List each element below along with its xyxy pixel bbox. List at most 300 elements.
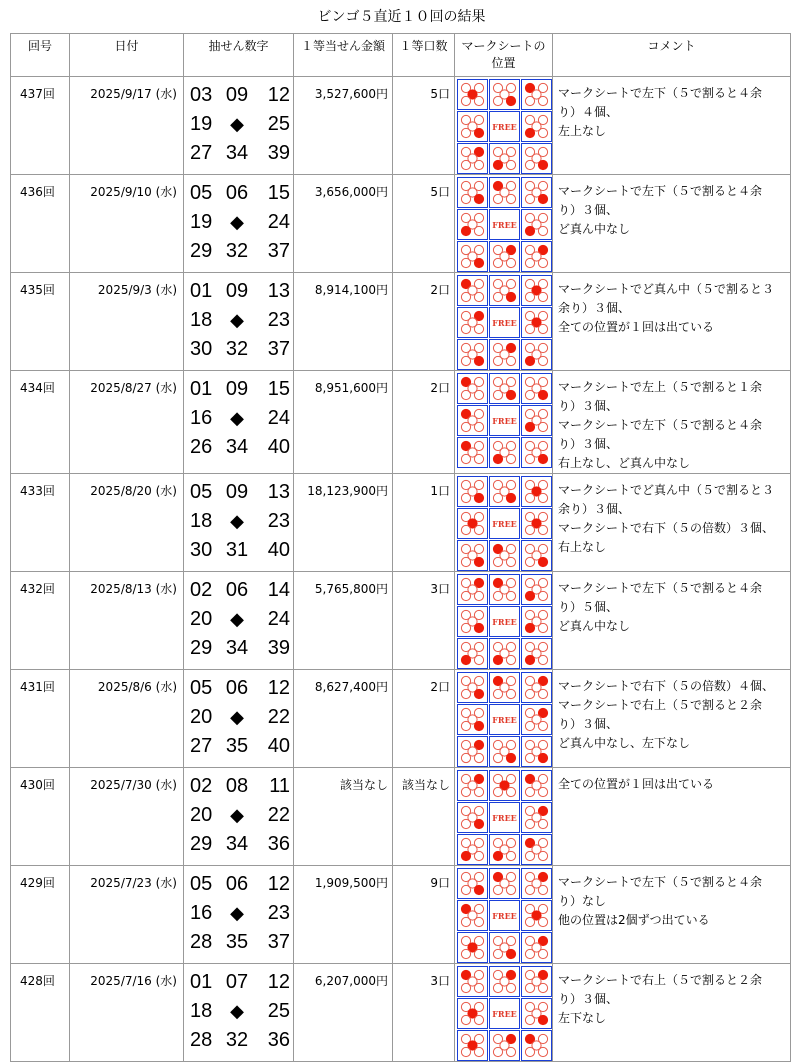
empty-circle [493, 1047, 502, 1056]
empty-circle [474, 422, 483, 431]
drawn-number: 05 [190, 677, 213, 699]
marksheet-circles-icon [522, 999, 551, 1028]
drawn-number: 40 [267, 539, 290, 561]
drawn-number: 16 [190, 902, 213, 924]
empty-circle [474, 949, 483, 958]
marksheet-box [457, 405, 488, 436]
empty-circle [461, 390, 470, 399]
prize-cell: 該当なし [294, 768, 393, 866]
marksheet-box [457, 508, 488, 539]
free-cell: FREE [489, 606, 520, 637]
free-cell: FREE [489, 704, 520, 735]
marksheet-box [521, 437, 552, 468]
number-line [190, 110, 293, 139]
empty-circle [525, 949, 534, 958]
number-line [190, 179, 293, 208]
marksheet-box [521, 834, 552, 865]
empty-circle [474, 655, 483, 664]
marksheet-box [521, 111, 552, 142]
empty-circle [538, 493, 547, 502]
drawn-number: 14 [267, 579, 290, 601]
marksheet-cell [455, 474, 553, 572]
empty-circle [525, 390, 534, 399]
marksheet-circles-icon [522, 1031, 551, 1060]
marksheet-circles-icon [458, 80, 487, 109]
comment-line: マークシートで左下（５で割ると４余 [558, 875, 763, 889]
drawn-number: 35 [225, 735, 249, 757]
comment-cell [553, 175, 791, 273]
table-row [11, 572, 791, 670]
center-diamond: ◆ [230, 114, 244, 134]
mark-dot [461, 226, 470, 235]
comment-line: り）３個、 [558, 203, 619, 217]
marksheet-grid [457, 868, 552, 963]
empty-circle [538, 525, 547, 534]
marksheet-circles-icon [522, 276, 551, 305]
marksheet-circles-icon [522, 673, 551, 702]
marksheet-cell [455, 273, 553, 371]
empty-circle [493, 493, 502, 502]
marksheet-box [521, 339, 552, 370]
marksheet-box [489, 177, 520, 208]
empty-circle [538, 258, 547, 267]
marksheet-box [521, 508, 552, 539]
date-cell: 2025/9/3 (水) [70, 273, 184, 371]
units-cell: 2口 [393, 670, 455, 768]
marksheet-circles-icon [490, 835, 519, 864]
marksheet-box [521, 143, 552, 174]
marksheet-box [521, 209, 552, 240]
date-cell: 2025/9/17 (水) [70, 77, 184, 175]
drawn-number: 01 [190, 971, 213, 993]
comment-line: 余り）３個、 [558, 502, 631, 516]
comment-cell [553, 474, 791, 572]
mark-dot [493, 160, 502, 169]
empty-circle [493, 983, 502, 992]
drawn-number: 09 [225, 481, 249, 503]
empty-circle [525, 292, 534, 301]
numbers-cell [184, 273, 294, 371]
comment-line: マークシートで右下（５の倍数）４個、 [558, 679, 775, 693]
number-line [190, 536, 293, 565]
marksheet-grid [457, 966, 552, 1061]
marksheet-box [457, 966, 488, 997]
marksheet-circles-icon [522, 737, 551, 766]
empty-circle [474, 983, 483, 992]
empty-circle [493, 885, 502, 894]
drawn-number: 18 [190, 510, 213, 532]
center-diamond: ◆ [230, 408, 244, 428]
units-cell: 1口 [393, 474, 455, 572]
empty-circle [474, 917, 483, 926]
marksheet-box [521, 900, 552, 931]
empty-circle [461, 917, 470, 926]
empty-circle [474, 226, 483, 235]
comment-line: り）３個、 [558, 992, 619, 1006]
marksheet-circles-icon [490, 276, 519, 305]
mark-dot [474, 128, 483, 137]
empty-circle [461, 949, 470, 958]
number-line [190, 478, 293, 507]
empty-circle [525, 819, 534, 828]
marksheet-circles-icon [522, 771, 551, 800]
drawn-number: 31 [225, 539, 249, 561]
marksheet-box [457, 606, 488, 637]
numbers-cell [184, 670, 294, 768]
empty-circle [538, 949, 547, 958]
prize-cell: 1,909,500円 [294, 866, 393, 964]
mark-dot [538, 390, 547, 399]
marksheet-box [489, 373, 520, 404]
units-cell: 3口 [393, 964, 455, 1062]
mark-dot [474, 623, 483, 632]
marksheet-box [457, 540, 488, 571]
drawn-number: 08 [225, 775, 249, 797]
date-cell: 2025/7/30 (水) [70, 768, 184, 866]
marksheet-circles-icon [458, 803, 487, 832]
marksheet-box [457, 241, 488, 272]
empty-circle [493, 356, 502, 365]
drawn-number: 25 [267, 1000, 290, 1022]
marksheet-box [489, 736, 520, 767]
center-diamond: ◆ [230, 511, 244, 531]
marksheet-circles-icon [458, 438, 487, 467]
marksheet-circles-icon [490, 242, 519, 271]
number-line [190, 703, 293, 732]
marksheet-circles-icon [490, 374, 519, 403]
prize-cell: 3,527,600円 [294, 77, 393, 175]
comment-line: マークシートでど真ん中（５で割ると３ [558, 282, 775, 296]
empty-circle [506, 591, 515, 600]
marksheet-circles-icon [522, 308, 551, 337]
marksheet-box [489, 540, 520, 571]
marksheet-circles-icon [490, 673, 519, 702]
empty-circle [538, 787, 547, 796]
drawn-number: 32 [225, 338, 249, 360]
marksheet-circles-icon [458, 374, 487, 403]
number-line [190, 997, 293, 1026]
empty-circle [493, 194, 502, 203]
mark-dot [493, 454, 502, 463]
drawn-number: 18 [190, 1000, 213, 1022]
page-title: ビンゴ５直近１０回の結果 [317, 9, 486, 25]
marksheet-box [457, 143, 488, 174]
number-line [190, 1026, 293, 1055]
number-line [190, 870, 293, 899]
empty-circle [538, 128, 547, 137]
marksheet-circles-icon [522, 933, 551, 962]
empty-circle [525, 324, 534, 333]
marksheet-circles-icon [522, 144, 551, 173]
drawn-number: 12 [267, 84, 290, 106]
results-table [10, 33, 791, 1062]
empty-circle [538, 721, 547, 730]
empty-circle [493, 787, 502, 796]
marksheet-box [457, 868, 488, 899]
mark-dot [525, 422, 534, 431]
empty-circle [474, 851, 483, 860]
results-body [11, 77, 791, 1062]
prize-cell: 5,765,800円 [294, 572, 393, 670]
drawn-number: 09 [225, 378, 249, 400]
empty-circle [525, 885, 534, 894]
marksheet-grid [457, 672, 552, 767]
marksheet-box [489, 143, 520, 174]
drawn-number: 11 [269, 775, 290, 797]
empty-circle [493, 949, 502, 958]
empty-circle [461, 128, 470, 137]
marksheet-box [489, 966, 520, 997]
empty-circle [506, 356, 515, 365]
number-line [190, 634, 293, 663]
empty-circle [506, 160, 515, 169]
marksheet-box [521, 770, 552, 801]
comment-line: ど真ん中なし [558, 619, 631, 633]
marksheet-box [489, 638, 520, 669]
comment-line: 全ての位置が１回は出ている [558, 777, 715, 791]
comment-cell [553, 768, 791, 866]
marksheet-circles-icon [458, 1031, 487, 1060]
marksheet-box [457, 770, 488, 801]
marksheet-box [457, 275, 488, 306]
empty-circle [506, 454, 515, 463]
units-cell: 該当なし [393, 768, 455, 866]
empty-circle [525, 454, 534, 463]
drawn-number: 34 [225, 436, 249, 458]
comment-line: マークシートで右上（５で割ると２余 [558, 973, 763, 987]
mark-dot [538, 194, 547, 203]
drawn-number: 22 [267, 804, 290, 826]
comment-line: 余り）３個、 [558, 301, 631, 315]
marksheet-box [457, 177, 488, 208]
drawn-number: 15 [267, 378, 290, 400]
empty-circle [461, 324, 470, 333]
empty-circle [461, 623, 470, 632]
empty-circle [474, 324, 483, 333]
comment-line: マークシートでど真ん中（５で割ると３ [558, 483, 775, 497]
drawn-number: 13 [267, 481, 290, 503]
date-cell: 2025/8/27 (水) [70, 371, 184, 474]
marksheet-box [457, 900, 488, 931]
mark-dot [525, 623, 534, 632]
center-diamond: ◆ [230, 310, 244, 330]
comment-line: り）５個、 [558, 600, 619, 614]
marksheet-circles-icon [458, 210, 487, 239]
header-numbers: 抽せん数字 [184, 34, 294, 77]
drawn-number: 30 [190, 338, 213, 360]
drawn-number: 09 [225, 84, 249, 106]
marksheet-cell [455, 175, 553, 273]
mark-dot [538, 1015, 547, 1024]
marksheet-circles-icon [458, 705, 487, 734]
marksheet-circles-icon [490, 869, 519, 898]
marksheet-box [489, 275, 520, 306]
drawn-number: 29 [190, 833, 213, 855]
empty-circle [461, 885, 470, 894]
marksheet-box [457, 834, 488, 865]
empty-circle [461, 422, 470, 431]
drawn-number: 13 [267, 280, 290, 302]
empty-circle [474, 390, 483, 399]
empty-circle [506, 885, 515, 894]
empty-circle [461, 1047, 470, 1056]
round-cell: 431回 [11, 670, 70, 768]
marksheet-circles-icon [458, 340, 487, 369]
comment-line: 右上なし [558, 540, 607, 554]
drawn-number: 02 [190, 775, 213, 797]
marksheet-circles-icon [458, 967, 487, 996]
marksheet-circles-icon [522, 80, 551, 109]
number-line [190, 732, 293, 761]
drawn-number: 09 [225, 280, 249, 302]
empty-circle [461, 753, 470, 762]
mark-dot [538, 753, 547, 762]
marksheet-box [521, 275, 552, 306]
table-row [11, 474, 791, 572]
drawn-number: 23 [267, 902, 290, 924]
marksheet-circles-icon [458, 509, 487, 538]
empty-circle [493, 390, 502, 399]
table-row [11, 866, 791, 964]
empty-circle [525, 983, 534, 992]
marksheet-box [489, 1030, 520, 1061]
drawn-number: 36 [267, 1029, 290, 1051]
marksheet-box [489, 476, 520, 507]
comment-cell [553, 866, 791, 964]
drawn-number: 34 [225, 637, 249, 659]
center-diamond: ◆ [230, 707, 244, 727]
marksheet-circles-icon [490, 438, 519, 467]
empty-circle [474, 525, 483, 534]
marksheet-circles-icon [522, 607, 551, 636]
mark-dot [474, 194, 483, 203]
free-cell: FREE [489, 900, 520, 931]
drawn-number: 20 [190, 608, 213, 630]
comment-line: り）３個、 [558, 437, 619, 451]
units-cell: 3口 [393, 572, 455, 670]
marksheet-box [521, 606, 552, 637]
numbers-cell [184, 371, 294, 474]
marksheet-circles-icon [522, 509, 551, 538]
marksheet-box [521, 79, 552, 110]
empty-circle [525, 917, 534, 926]
marksheet-circles-icon [490, 639, 519, 668]
marksheet-box [457, 339, 488, 370]
free-cell: FREE [489, 802, 520, 833]
drawn-number: 06 [225, 579, 249, 601]
comment-cell [553, 964, 791, 1062]
marksheet-box [457, 437, 488, 468]
empty-circle [525, 160, 534, 169]
marksheet-box [521, 241, 552, 272]
empty-circle [538, 292, 547, 301]
comment-line: ど真ん中なし [558, 222, 631, 236]
marksheet-circles-icon [458, 242, 487, 271]
empty-circle [474, 160, 483, 169]
marksheet-box [457, 638, 488, 669]
mark-dot [474, 819, 483, 828]
free-cell: FREE [489, 307, 520, 338]
comment-line: 全ての位置が１回は出ている [558, 320, 715, 334]
number-line [190, 507, 293, 536]
date-cell: 2025/7/16 (水) [70, 964, 184, 1062]
mark-dot [538, 160, 547, 169]
marksheet-cell [455, 768, 553, 866]
marksheet-box [457, 111, 488, 142]
comment-line: り）３個、 [558, 717, 619, 731]
empty-circle [461, 194, 470, 203]
date-cell: 2025/9/10 (水) [70, 175, 184, 273]
marksheet-circles-icon [458, 933, 487, 962]
marksheet-box [521, 476, 552, 507]
comment-line: マークシートで左上（５で割ると１余 [558, 380, 763, 394]
mark-dot [538, 557, 547, 566]
marksheet-circles-icon [490, 340, 519, 369]
marksheet-circles-icon [490, 575, 519, 604]
empty-circle [461, 689, 470, 698]
marksheet-grid [457, 373, 552, 468]
marksheet-box [521, 672, 552, 703]
units-cell: 9口 [393, 866, 455, 964]
number-line [190, 968, 293, 997]
comment-cell [553, 273, 791, 371]
drawn-number: 40 [267, 436, 290, 458]
table-row [11, 77, 791, 175]
marksheet-box [521, 405, 552, 436]
empty-circle [538, 591, 547, 600]
drawn-number: 39 [267, 142, 290, 164]
drawn-number: 37 [267, 240, 290, 262]
empty-circle [538, 689, 547, 698]
marksheet-box [457, 932, 488, 963]
number-line [190, 335, 293, 364]
table-row [11, 371, 791, 474]
marksheet-circles-icon [490, 144, 519, 173]
marksheet-box [457, 736, 488, 767]
marksheet-box [457, 802, 488, 833]
empty-circle [474, 96, 483, 105]
empty-circle [461, 983, 470, 992]
table-row [11, 768, 791, 866]
mark-dot [474, 356, 483, 365]
number-line [190, 139, 293, 168]
empty-circle [461, 258, 470, 267]
comment-line: マークシートで右下（５の倍数）３個、 [558, 521, 775, 535]
marksheet-circles-icon [522, 406, 551, 435]
drawn-number: 06 [225, 182, 249, 204]
empty-circle [525, 851, 534, 860]
number-line [190, 433, 293, 462]
mark-dot [461, 655, 470, 664]
empty-circle [538, 655, 547, 664]
empty-circle [538, 422, 547, 431]
empty-circle [506, 851, 515, 860]
header-sheet [455, 34, 553, 77]
comment-line: マークシートで右上（５で割ると２余 [558, 698, 763, 712]
marksheet-circles-icon [458, 607, 487, 636]
date-cell: 2025/7/23 (水) [70, 866, 184, 964]
empty-circle [525, 753, 534, 762]
mark-dot [525, 128, 534, 137]
marksheet-circles-icon [458, 999, 487, 1028]
drawn-number: 32 [225, 240, 249, 262]
date-cell: 2025/8/6 (水) [70, 670, 184, 768]
marksheet-box [457, 307, 488, 338]
marksheet-box [457, 672, 488, 703]
empty-circle [493, 753, 502, 762]
marksheet-circles-icon [458, 144, 487, 173]
marksheet-cell [455, 77, 553, 175]
